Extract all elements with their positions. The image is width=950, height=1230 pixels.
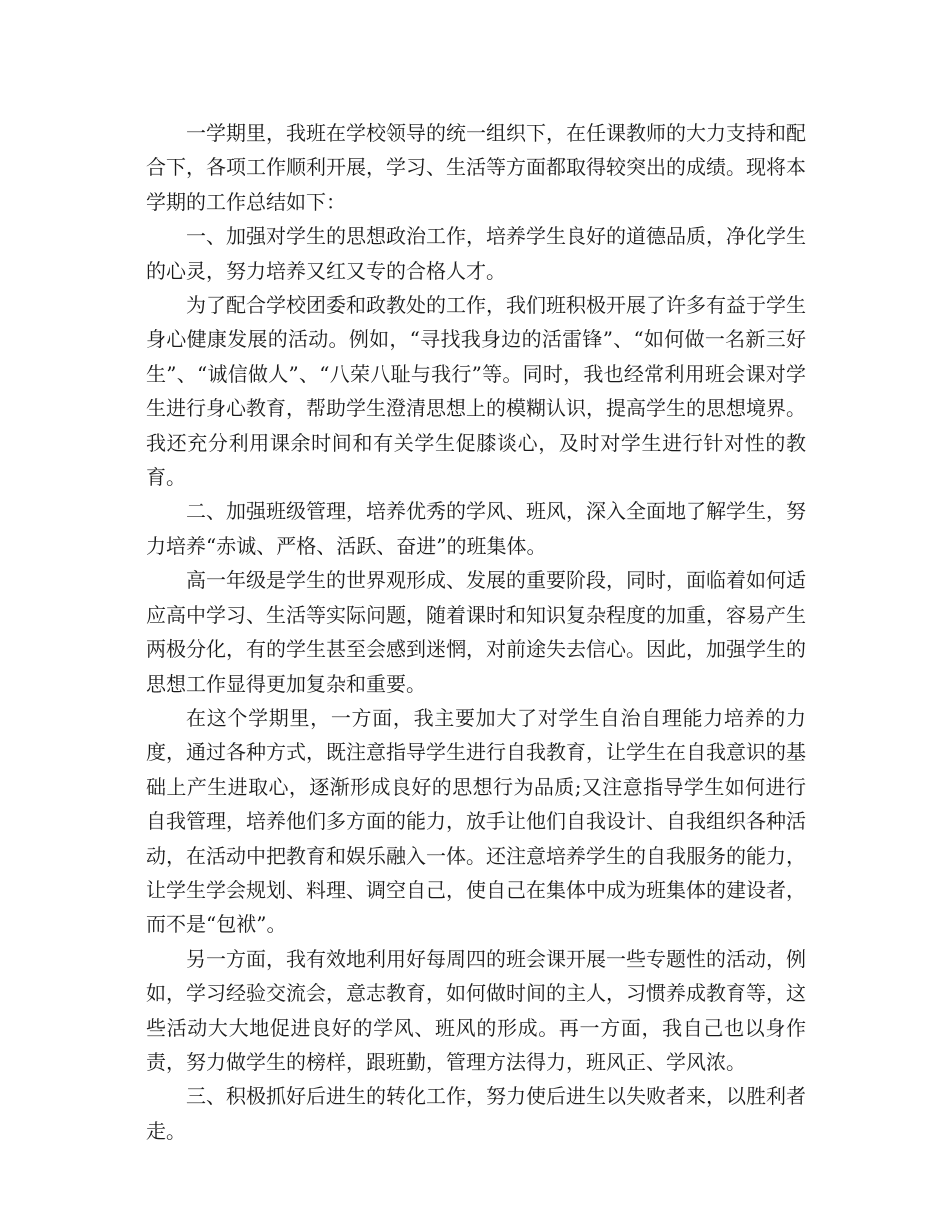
paragraph-class-meetings: 另一方面，我有效地利用好每周四的班会课开展一些专题性的活动，例如，学习经验交流会，意志教育，如何做时间的主人，习惯养成教育等，这些活动大大地促进良好的学风、班风的形成。再一方面，我自己也以身作责，努力做学生的榜样，跟班勤，管理方法得力，班风正、学风浓。: [146, 946, 806, 1074]
paragraph-heading-three: 三、积极抓好后进生的转化工作，努力使后进生以失败者来，以胜利者走。: [146, 1084, 806, 1143]
paragraph-grade-one: 高一年级是学生的世界观形成、发展的重要阶段，同时，面临着如何适应高中学习、生活等实际问题，随着课时和知识复杂程度的加重，容易产生两极分化，有的学生甚至会感到迷惘，对前途失去信心。因此，加强学生的思想工作显得更加复杂和重要。: [146, 568, 806, 696]
paragraph-self-management: 在这个学期里，一方面，我主要加大了对学生自治自理能力培养的力度，通过各种方式，既注意指导学生进行自我教育，让学生在自我意识的基础上产生进取心，逐渐形成良好的思想行为品质;又注意指导学生如何进行自我管理，培养他们多方面的能力，放手让他们自我设计、自我组织各种活动，在活动中把教育和娱乐融入一体。还注意培养学生的自我服务的能力，让学生学会规划、料理、调空自己，使自己在集体中成为班集体的建设者，而不是“包袱”。: [146, 705, 806, 937]
paragraph-intro: 一学期里，我班在学校领导的统一组织下，在任课教师的大力支持和配合下，各项工作顺利开展，学习、生活等方面都取得较突出的成绩。现将本学期的工作总结如下：: [146, 121, 806, 214]
paragraph-activities: 为了配合学校团委和政教处的工作，我们班积极开展了许多有益于学生身心健康发展的活动。例如，“寻找我身边的活雷锋”、“如何做一名新三好生”、“诚信做人”、“八荣八耻与我行”等。同时，我也经常利用班会课对学生进行身心教育，帮助学生澄清思想上的模糊认识，提高学生的思想境界。我还充分利用课余时间和有关学生促膝谈心，及时对学生进行针对性的教育。: [146, 293, 806, 490]
document-body: [146, 116, 806, 1148]
paragraph-heading-two: 二、加强班级管理，培养优秀的学风、班风，深入全面地了解学生，努力培养“赤诚、严格、活跃、奋进”的班集体。: [146, 499, 806, 558]
paragraph-heading-one: 一、加强对学生的思想政治工作，培养学生良好的道德品质，净化学生的心灵，努力培养又红又专的合格人才。: [146, 224, 806, 283]
